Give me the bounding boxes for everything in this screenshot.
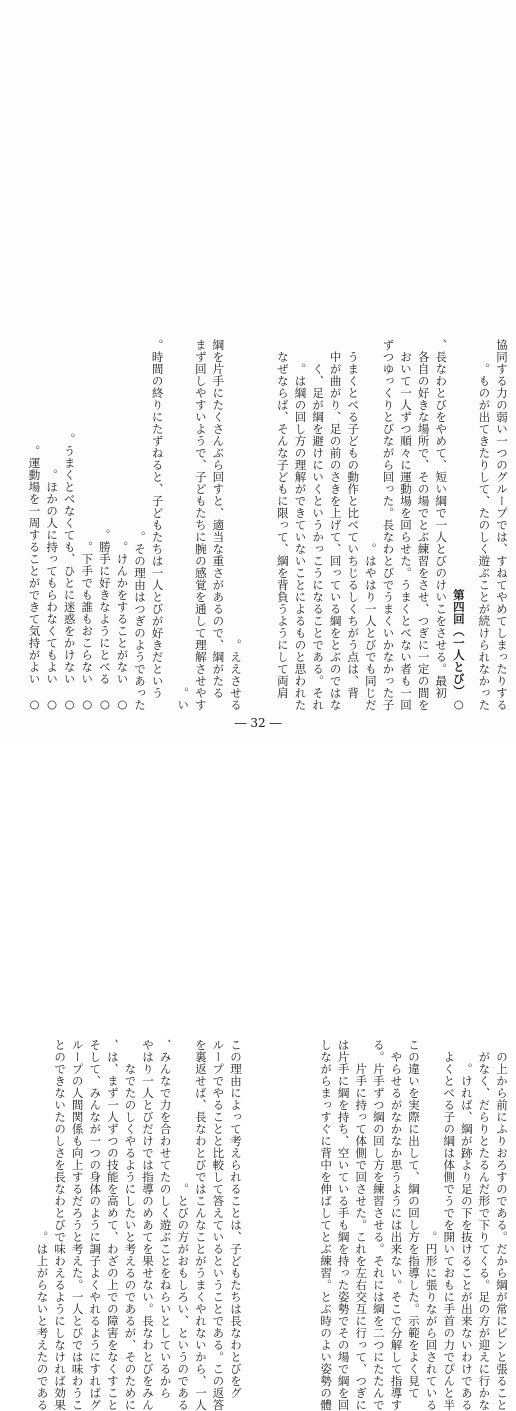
text-line: ループでやることと比較して答えているということである。この返答 — [211, 1039, 226, 1411]
text-line: なでたのしくやるようにしたいと考えるのであるが、そのために — [123, 1063, 138, 1411]
text-line: 長なわとびをやめて、短い綱で一人とびのけいこをさせる。最初、 — [434, 339, 449, 711]
text-line: とのできないたのしさを長なわとびで味わえるようにしなければ効果 — [53, 1039, 68, 1411]
text-line: 綱を片手にたくさんぶら回すと、適当な重さがあるので、綱がたる — [211, 339, 226, 711]
text-line: い。 — [176, 687, 191, 711]
text-line: ものが出てきたりして、たのしく遊ぶことが続けられなかった。 — [477, 363, 492, 711]
text-line: は片手に綱を持ち、空いている手も綱を持った姿勢でその場で綱を回 — [336, 1039, 351, 1411]
text-line: ○ 勝手に好きなようにとべる。 — [97, 528, 112, 711]
text-line: よくとべる子の綱は体側でうでを開いておもに手首の力でぴんと半 — [442, 1051, 457, 1411]
text-line: く、足が綱を避けにいくというかっこうになることである。それ — [311, 363, 326, 711]
line-gap — [467, 16, 475, 711]
text-line: はやはり一人とびでも同じだ。 — [363, 543, 378, 711]
text-line: る。片手ずつ綱の回し方を練習させる。それには綱を二つにたたんで — [371, 1039, 386, 1411]
text-line: その理由はつぎのようであった。 — [133, 531, 148, 711]
text-line: ○ ほかの人に持ってもらわなくてもよい。 — [45, 468, 60, 711]
text-line: 片手に持って体側で回させた。これを左右交互に行って、つぎに — [354, 1063, 369, 1411]
text-line: 中が曲がり、足の前のさきを上げて、回っている綱をとぶのではな — [328, 351, 343, 711]
text-line: この理由によって考えられることは、子どもたちは長なわとびをグ — [229, 1039, 243, 1411]
text-line: この違いを実際に出して、綱の回し方を指導した。示範をよく見て — [407, 1039, 422, 1411]
text-line: の上から前にふりおろすのである。だから綱が常にピンと張ること — [495, 1051, 509, 1411]
text-line: うまくとべる子どもの動作と比べていちじるしくちがう点は、背 — [346, 351, 361, 711]
text-line: やらせるがなかなか思うようには出来ない。そこで分解して指導す — [389, 1051, 404, 1411]
text-line: ○ けんかをすることがない。 — [115, 540, 130, 711]
text-line: ずつゆっくりとびながら回った。長なわとびでうまくいかなかった子 — [381, 339, 396, 711]
text-line: なぜならば、そんな子どもに限って、綱を背負うようにして両肩 — [275, 351, 290, 711]
text-line: まず回しやすいようで、子どもたちに腕の感覚を通して理解させやす — [193, 339, 208, 711]
text-line: は上がらないと考えたのである。 — [35, 1231, 50, 1411]
line-gap — [166, 16, 174, 711]
text-line: がなく、だらりとたるんだ形で下りてくる。足の方が迎えに行かな — [477, 1051, 492, 1411]
text-line: ければ、綱が跡より足の下を抜けることが出来ないわけである。 — [459, 1063, 474, 1411]
text-line: そして、みんなが一つの身体のように調子よくやれるようにすればグ — [88, 1039, 103, 1411]
text-line: を裏返せば、長なわとびではこんなことがうまくやれないから、一人 — [193, 1039, 208, 1411]
text-line: しながらまっすぐに背中を伸ばしてとぶ練習。とぶ時のよい姿勢の體 — [319, 1039, 334, 1411]
text-line: 時間の終りにたずねると、子どもたちは一人とびが好きだという。 — [150, 339, 165, 711]
text-line: とびの方がおもしろい、というのである。 — [176, 1183, 191, 1411]
text-line: 円形に張りながら回されている。 — [424, 1231, 439, 1411]
section-heading: ○第四回（一人とび） — [451, 588, 466, 711]
text-line: ええさせる。 — [229, 639, 243, 711]
text-line: やはり一人とびだけでは指導のめあてを果せない。長なわとびをみん — [141, 1039, 156, 1411]
text-line: おいて一人ずつ順々に運動場を回らせた。うまくとべない者も一回 — [399, 351, 414, 711]
text-line: ○ 運動場を一周することができて気持がよい。 — [27, 444, 42, 711]
text-line: は、まず一人ずつの技能を高めて、わざの上での障害をなくすこと、 — [105, 1039, 120, 1411]
left-text-block — [8, 16, 244, 1411]
text-line: 各自の好きな場所で、その場でとぶ練習をさせ、つぎに一定の間を — [416, 351, 431, 711]
text-line: ○ うまくとべなくても、ひとに迷惑をかけない。 — [62, 432, 77, 711]
text-line: ○ 下手でも誰もおこらない。 — [80, 540, 95, 711]
text-line: みんなで力を合わせてたのしく遊ぶことをねらいとしているから、 — [158, 1039, 173, 1411]
text-line: ループの人間関係も向上するだろうと考えた。一人とびでは味わうこ — [70, 1039, 85, 1411]
text-line: は綱の回し方の理解ができていないことによるものと思われた。 — [293, 363, 308, 711]
text-line: 協同する力の弱い一つのグループでは、すねてやめてしまったりする — [495, 339, 509, 711]
page-number: ― 32 ― — [234, 716, 282, 730]
